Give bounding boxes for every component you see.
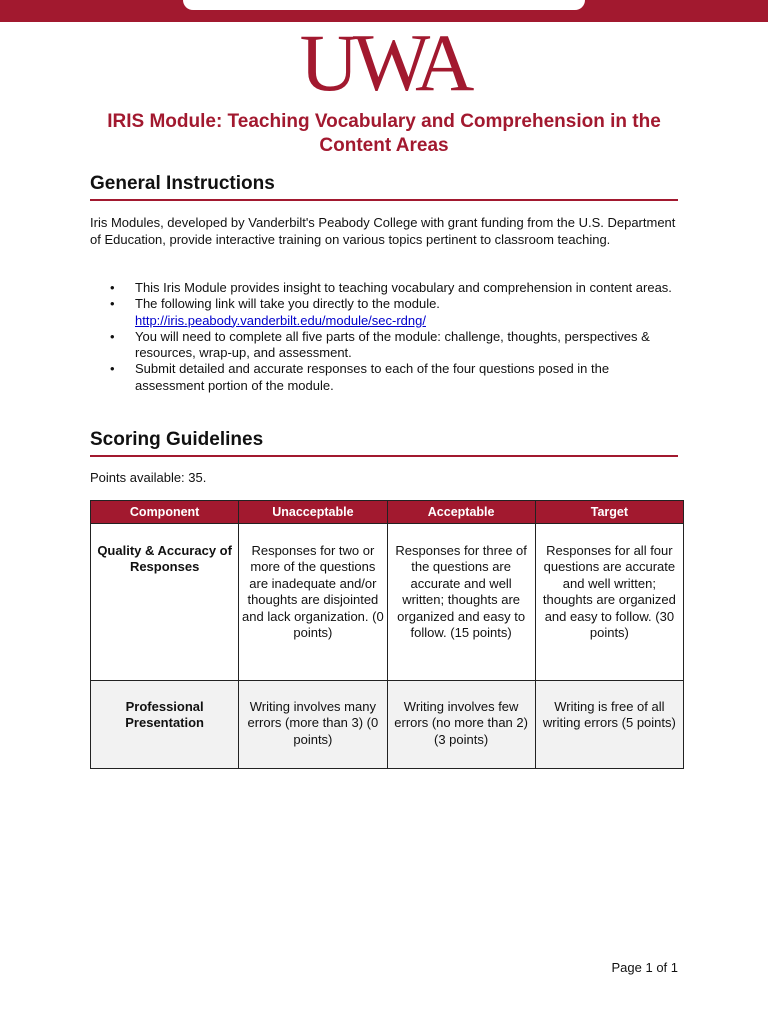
general-instructions-heading: General Instructions bbox=[90, 172, 678, 201]
module-link[interactable]: http://iris.peabody.vanderbilt.edu/module/sec-rdng/ bbox=[135, 312, 426, 328]
intro-paragraph: Iris Modules, developed by Vanderbilt's Peabody College with grant funding from the U.S. Department of Education, provide interactive training on various topics pertinent to classroom teaching. bbox=[90, 215, 676, 247]
component-cell: Professional Presentation bbox=[91, 681, 239, 769]
scoring-rubric-table bbox=[90, 500, 684, 769]
bullet-icon: • bbox=[110, 280, 115, 295]
bullet-icon: • bbox=[110, 361, 115, 377]
acceptable-cell: Responses for three of the questions are accurate and well written; thoughts are organized and easy to follow. (15 points) bbox=[387, 524, 535, 681]
points-available: Points available: 35. bbox=[90, 470, 207, 485]
bullet-icon: • bbox=[110, 328, 115, 344]
table-row bbox=[91, 681, 684, 769]
list-item-text: This Iris Module provides insight to teaching vocabulary and comprehension in content areas. bbox=[135, 280, 672, 295]
unacceptable-cell: Responses for two or more of the questions are inadequate and/or thoughts are disjointed and lack organization. (0 points) bbox=[239, 524, 387, 681]
scoring-guidelines-heading: Scoring Guidelines bbox=[90, 428, 678, 457]
list-item bbox=[90, 280, 680, 296]
document-title: IRIS Module: Teaching Vocabulary and Comprehension in the Content Areas bbox=[107, 111, 661, 156]
unacceptable-cell: Writing involves many errors (more than 3) (0 points) bbox=[239, 681, 387, 769]
list-item-text: Submit detailed and accurate responses to each of the four questions posed in the assessment portion of the module. bbox=[135, 361, 610, 393]
column-header: Target bbox=[535, 501, 683, 524]
top-banner-notch bbox=[183, 0, 585, 10]
column-header: Unacceptable bbox=[239, 501, 387, 524]
table-header-row bbox=[91, 501, 684, 524]
uwa-logo: UWA bbox=[299, 17, 469, 108]
column-header: Acceptable bbox=[387, 501, 535, 524]
list-item bbox=[90, 296, 680, 329]
instruction-list bbox=[90, 280, 680, 394]
acceptable-cell: Writing involves few errors (no more than 2) (3 points) bbox=[387, 681, 535, 769]
list-item-text: You will need to complete all five parts of the module: challenge, thoughts, perspectives & resources, wrap-up, and assessment. bbox=[135, 328, 650, 361]
list-item-text: The following link will take you directly to the module. bbox=[135, 296, 440, 312]
column-header: Component bbox=[91, 501, 239, 524]
list-item bbox=[90, 361, 680, 394]
component-cell: Quality & Accuracy of Responses bbox=[91, 524, 239, 681]
list-item bbox=[90, 329, 680, 362]
bullet-icon: • bbox=[110, 296, 115, 312]
page-number: Page 1 of 1 bbox=[611, 960, 678, 975]
target-cell: Responses for all four questions are accurate and well written; thoughts are organized and easy to follow. (30 points) bbox=[535, 524, 683, 681]
target-cell: Writing is free of all writing errors (5 points) bbox=[535, 681, 683, 769]
table-row bbox=[91, 524, 684, 681]
